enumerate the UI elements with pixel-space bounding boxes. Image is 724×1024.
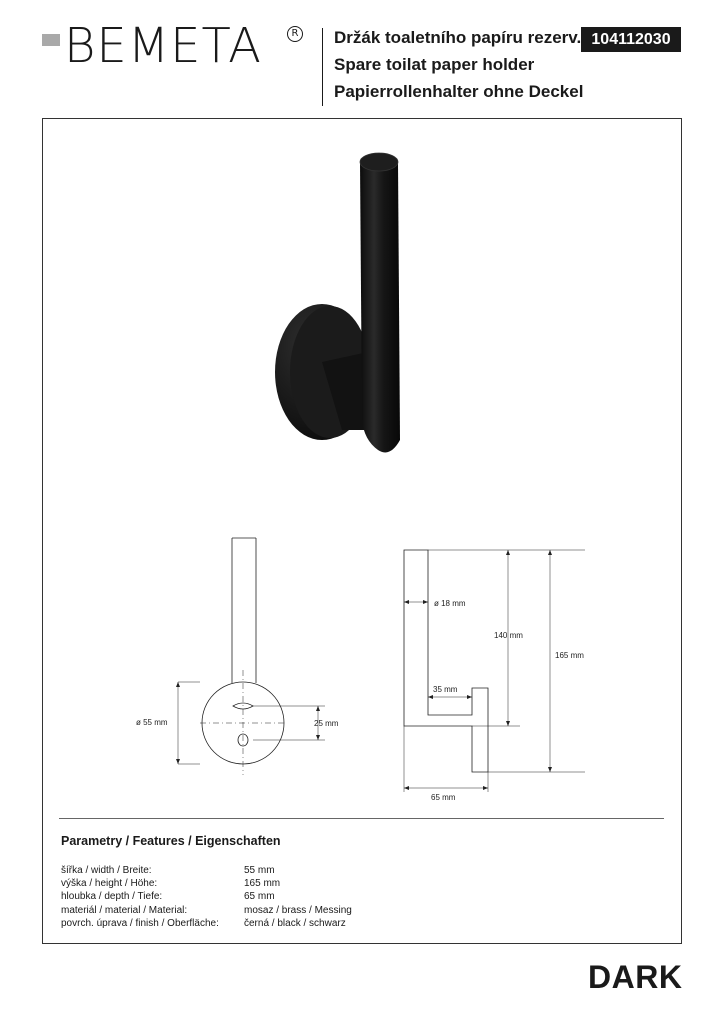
feature-row	[0, 904, 640, 917]
header-divider	[322, 28, 323, 106]
logo-mark	[42, 34, 60, 46]
title-german: Papierrollenhalter ohne Deckel	[334, 82, 584, 101]
feature-value: 165 mm	[244, 878, 281, 889]
feature-value: 65 mm	[244, 891, 275, 902]
front-view-drawing	[130, 530, 360, 790]
feature-row	[0, 864, 640, 877]
feature-row	[0, 877, 640, 890]
dim-length-140: 140 mm	[494, 631, 523, 640]
feature-value: černá / black / schwarz	[244, 918, 346, 929]
title-english: Spare toilat paper holder	[334, 55, 535, 74]
registered-mark: R	[287, 26, 303, 42]
title-czech: Držák toaletního papíru rezerv.	[334, 28, 582, 47]
feature-row	[0, 917, 640, 930]
feature-label: výška / height / Höhe:	[61, 878, 158, 889]
dim-depth-65: 65 mm	[431, 793, 456, 802]
dim-hole-spacing: 25 mm	[314, 719, 339, 728]
product-image	[250, 140, 450, 470]
feature-label: povrch. úprava / finish / Oberfläche:	[61, 918, 219, 929]
features-divider	[59, 818, 664, 819]
feature-label: hloubka / depth / Tiefe:	[61, 891, 163, 902]
dim-diameter-55: ø 55 mm	[136, 718, 168, 727]
feature-row	[0, 890, 640, 903]
dim-height-165: 165 mm	[555, 651, 584, 660]
dim-arm-35: 35 mm	[433, 685, 458, 694]
dim-rod-diameter: ø 18 mm	[434, 599, 466, 608]
product-code: 104112030	[581, 27, 681, 52]
brand-logo: BEMETA	[64, 18, 262, 74]
feature-label: materiál / material / Material:	[61, 905, 188, 916]
side-view-drawing	[380, 530, 610, 805]
feature-value: 55 mm	[244, 865, 275, 876]
features-title: Parametry / Features / Eigenschaften	[61, 834, 281, 848]
series-label: DARK	[588, 959, 683, 995]
feature-label: šířka / width / Breite:	[61, 865, 152, 876]
feature-value: mosaz / brass / Messing	[244, 905, 352, 916]
